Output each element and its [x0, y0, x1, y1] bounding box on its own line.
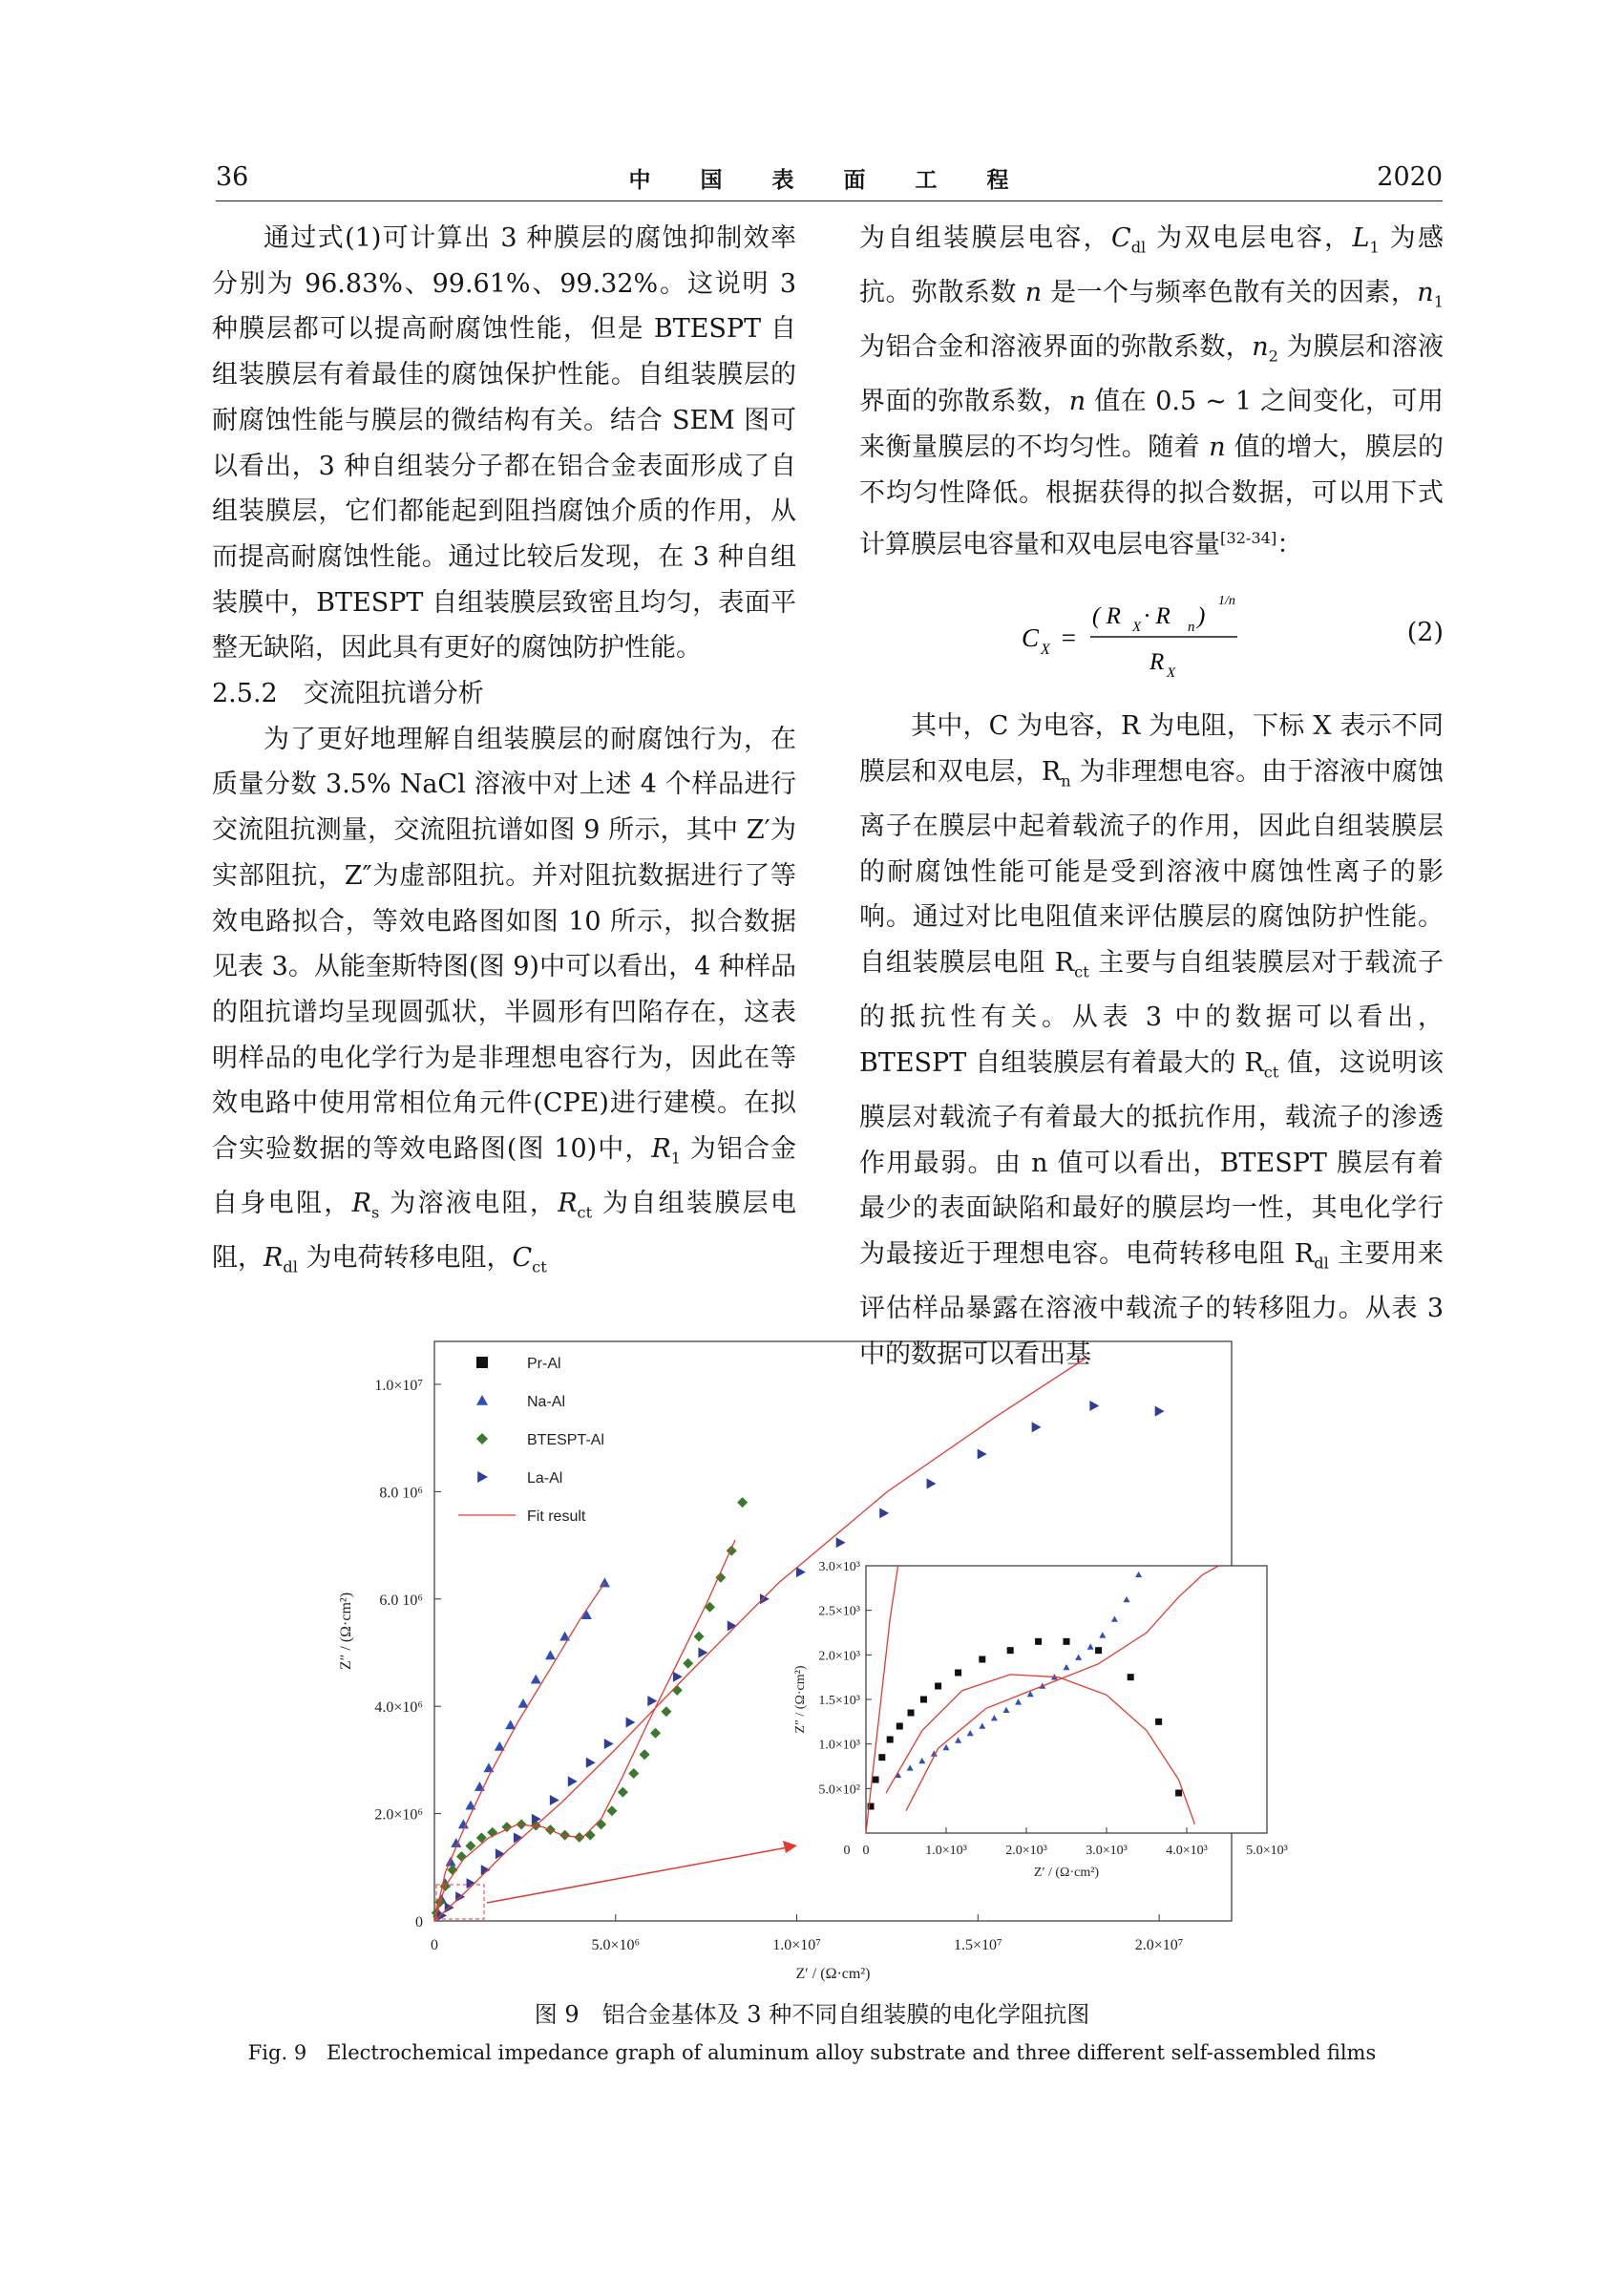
data-point-la-al: [673, 1672, 683, 1682]
data-point-la-al: [604, 1739, 614, 1749]
zoom-arrow: [487, 1847, 788, 1903]
data-point-btespt-al: [672, 1685, 683, 1696]
data-point-na-al: [600, 1577, 610, 1587]
legend-marker: [476, 1433, 488, 1445]
inset-y-tick-label: 2.0×10³: [818, 1649, 860, 1664]
data-point-la-al: [1032, 1422, 1042, 1432]
formula-num-sub2: n: [1188, 620, 1195, 636]
formula-num-dot: · R: [1144, 603, 1171, 630]
x-tick-label: 1.0×10⁷: [772, 1937, 821, 1953]
legend-label: La-Al: [527, 1470, 563, 1487]
section-heading-eis: 2.5.2 交流阻抗谱分析: [212, 679, 484, 709]
inset-point-pr-al: [908, 1710, 915, 1717]
inset-point-pr-al: [1095, 1647, 1102, 1654]
y-tick-label: 6.0 10⁶: [379, 1592, 423, 1609]
fit-curve: [434, 1583, 604, 1921]
formula-numerator: ( R: [1092, 603, 1121, 630]
inset-y-tick-label: 5.0×10²: [818, 1782, 860, 1798]
data-point-btespt-al: [737, 1497, 748, 1508]
data-point-btespt-al: [456, 1851, 467, 1862]
fit-curve: [434, 1540, 735, 1921]
figure-9: [315, 1332, 1308, 2000]
inset-point-pr-al: [873, 1777, 879, 1783]
inset-x-tick-label: 5.0×10³: [1246, 1844, 1288, 1858]
inset-point-pr-al: [1155, 1719, 1162, 1725]
journal-year: 2020: [1377, 162, 1443, 192]
inset-y-tick-label: 2.5×10³: [818, 1604, 860, 1619]
formula-lhs: C: [1022, 623, 1040, 653]
inset-point-pr-al: [896, 1723, 903, 1730]
data-point-btespt-al: [683, 1658, 693, 1669]
equation-2: [859, 568, 1444, 704]
paragraph-resistance: 其中，C 为电容，R 为电阻，下标 X 表示不同膜层和双电层，$R_n$ 为非理想电容。由于溶液中腐蚀离子在膜层中起着载流子的作用，因此自组装膜层的耐腐蚀性能可能是受到溶液中腐蚀性离子的影响。通过对比电阻值来评估膜层的腐蚀防护性能。自组装膜层电阻 $R_{ct}$ 主要与自组装膜层对于载流子的抵抗性有关。从表 3 中的数据可以看出，BTESPT 自组装膜层有着最大的 $R_{ct}$ 值，这说明该膜层对载流子有着最大的抵抗作用，载流子的渗透作用最弱。由 n 值可以看出，BTESPT 膜层有着最少的表面缺陷和最好的膜层均一性，其电化学行为最接近于理想电容。电荷转移电阻 $R_{dl}$ 主要用来评估样品暴露在溶液中载流子的转移阻力。从表 3 中的数据可以看出基: [859, 711, 1444, 1369]
nyquist-plot: [315, 1332, 1308, 2000]
x-tick-label: 2.0×10⁷: [1134, 1937, 1184, 1953]
data-point-la-al: [550, 1795, 559, 1805]
data-point-btespt-al: [618, 1787, 628, 1798]
formula-lhs-sub: X: [1041, 642, 1050, 659]
inset-x-tick-label: 2.0×10³: [1005, 1844, 1047, 1858]
formula-den-sub: X: [1167, 665, 1176, 682]
data-point-btespt-al: [694, 1632, 705, 1642]
inset-x-tick-label: 0: [862, 1844, 870, 1858]
data-point-la-al: [568, 1776, 578, 1786]
data-point-na-al: [545, 1650, 556, 1659]
inset-point-pr-al: [979, 1656, 985, 1663]
inset-point-pr-al: [955, 1670, 961, 1677]
inset-x-tick-label: 4.0×10³: [1166, 1844, 1208, 1858]
inset-point-pr-al: [1064, 1638, 1070, 1645]
data-point-na-al: [458, 1819, 469, 1828]
formula-num-sub1: X: [1132, 620, 1142, 636]
page-number: 36: [216, 162, 249, 192]
inset-point-pr-al: [887, 1737, 894, 1743]
data-point-btespt-al: [640, 1749, 650, 1760]
data-point-la-al: [1155, 1406, 1165, 1417]
y-tick-label: 4.0×10⁶: [374, 1699, 423, 1717]
y-tick-label: 2.0×10⁶: [374, 1806, 423, 1824]
y-tick-label: 0: [415, 1914, 423, 1930]
inset-y-axis-label: Z″ / (Ω·cm²): [793, 1665, 808, 1734]
inset-x-tick-label: 3.0×10³: [1086, 1844, 1128, 1858]
inset-point-pr-al: [1128, 1674, 1134, 1680]
paragraph-eis: 为了更好地理解自组装膜层的耐腐蚀行为，在质量分数 3.5% NaCl 溶液中对上述 4 个样品进行交流阻抗测量，交流阻抗谱如图 9 所示，其中 Z′为实部阻抗，Z″为虚部阻抗。并对阻抗数据进行了等效电路拟合，等效电路图如图 10 所示，拟合数据见表 3。从能奎斯特图(图 9)中可以看出，4 种样品的阻抗谱均呈现圆弧状，半圆形有凹陷存在，这表明样品的电化学行为是非理想电容行为，因此在等效电路中使用常相位角元件(CPE)进行建模。在拟合实验数据的等效电路图(图 10)中，$R_1$ 为铝合金自身电阻，$R_s$ 为溶液电阻，$R_{ct}$ 为自组装膜层电阻，$R_{dl}$ 为电荷转移电阻，$C_{ct}$: [212, 724, 796, 1276]
inset-y-tick-label: 3.0×10³: [818, 1560, 860, 1574]
inset-x-tick-label: 1.0×10³: [925, 1844, 967, 1858]
data-point-la-al: [927, 1478, 937, 1488]
page-header: [216, 162, 1443, 200]
inset-point-pr-al: [878, 1754, 885, 1761]
zoom-arrowhead: [783, 1841, 797, 1853]
legend-label: Na-Al: [527, 1394, 566, 1410]
inset-point-pr-al: [935, 1683, 941, 1690]
data-point-btespt-al: [606, 1805, 617, 1816]
left-column: [212, 216, 796, 1290]
data-point-la-al: [647, 1696, 657, 1706]
data-point-na-al: [465, 1801, 475, 1810]
legend-marker: [476, 1357, 488, 1368]
data-point-la-al: [586, 1758, 596, 1768]
inset-point-pr-al: [1035, 1638, 1042, 1645]
formula-denominator: R: [1149, 649, 1165, 676]
data-point-btespt-al: [661, 1706, 671, 1717]
data-point-la-al: [978, 1449, 987, 1460]
paragraph-inhibition-efficiency: 通过式(1)可计算出 3 种膜层的腐蚀抑制效率分别为 96.83%、99.61%、99.32%。这说明 3 种膜层都可以提高耐腐蚀性能，但是 BTESPT 自组装膜层有着最佳的腐蚀保护性能。自组装膜层的耐腐蚀性能与膜层的微结构有关。结合 SEM 图可以看出，3 种自组装分子都在铝合金表面形成了自组装膜层，它们都能起到阻挡腐蚀介质的作用，从而提高耐腐蚀性能。通过比较后发现，在 3 种自组装膜中，BTESPT 自组装膜层致密且均匀，表面平整无缺陷，因此具有更好的腐蚀防护性能。: [212, 223, 796, 664]
legend-marker: [477, 1471, 488, 1483]
legend-label: Fit result: [527, 1508, 586, 1525]
formula-num-close: ): [1197, 603, 1206, 630]
y-tick-label: 1.0×10⁷: [374, 1377, 423, 1394]
data-point-la-al: [626, 1718, 636, 1728]
inset-origin-label: 0: [843, 1844, 851, 1858]
data-point-la-al: [1089, 1401, 1099, 1411]
x-axis-label: Z′ / (Ω·cm²): [795, 1966, 871, 1982]
data-point-la-al: [481, 1865, 491, 1875]
formula-exponent: 1/n: [1218, 594, 1235, 609]
figure-caption-en: Fig. 9 Electrochemical impedance graph of aluminum alloy substrate and three different self-assembled films: [247, 2041, 1377, 2064]
y-axis-label: Z″ / (Ω·cm²): [338, 1592, 354, 1671]
data-point-la-al: [796, 1567, 806, 1577]
data-point-la-al: [879, 1508, 889, 1518]
inset-y-tick-label: 1.0×10³: [818, 1738, 860, 1753]
equation-number: (2): [1406, 618, 1444, 648]
inset-x-axis-label: Z′ / (Ω·cm²): [1033, 1866, 1100, 1880]
data-point-na-al: [483, 1762, 494, 1772]
data-point-na-al: [531, 1675, 541, 1684]
legend-label: Pr-Al: [527, 1356, 561, 1372]
legend-label: BTESPT-Al: [527, 1432, 604, 1448]
journal-title: 中 国 表 面 工 程: [628, 167, 1030, 193]
data-point-la-al: [836, 1537, 846, 1548]
x-tick-label: 0: [431, 1937, 438, 1953]
data-point-btespt-al: [596, 1819, 606, 1829]
right-column: [859, 216, 1444, 1378]
inset-point-pr-al: [1175, 1790, 1182, 1797]
formula-equals: =: [1060, 623, 1078, 653]
inset-point-pr-al: [1007, 1647, 1014, 1654]
data-point-btespt-al: [650, 1728, 661, 1739]
inset-y-tick-label: 1.5×10³: [818, 1694, 860, 1708]
header-rule: [216, 200, 1443, 201]
figure-caption-cn: 图 9 铝合金基体及 3 种不同自组装膜的电化学阻抗图: [534, 2001, 1090, 2028]
data-point-la-al: [760, 1593, 770, 1604]
legend-marker: [476, 1395, 488, 1405]
paragraph-circuit-elements: 为自组装膜层电容，$C_{dl}$ 为双电层电容，$L_1$ 为感抗。弥散系数 n 是一个与频率色散有关的因素，$n_1$ 为铝合金和溶液界面的弥散系数，$n_2$ 为膜层和溶液界面的弥散系数，n 值在 0.5 ~ 1 之间变化，可用来衡量膜层的不均匀性。随着 n 值的增大，膜层的不均匀性降低。根据获得的拟合数据，可以用下式计算膜层电容量和双电层电容量[32-34]：: [859, 223, 1445, 560]
data-point-btespt-al: [585, 1830, 596, 1841]
inset-point-pr-al: [920, 1697, 927, 1703]
y-tick-label: 8.0 10⁶: [379, 1485, 423, 1502]
x-tick-label: 5.0×10⁶: [591, 1937, 641, 1953]
data-point-btespt-al: [628, 1768, 639, 1779]
x-tick-label: 1.5×10⁷: [954, 1937, 1002, 1953]
capacitance-formula: [1022, 587, 1270, 692]
